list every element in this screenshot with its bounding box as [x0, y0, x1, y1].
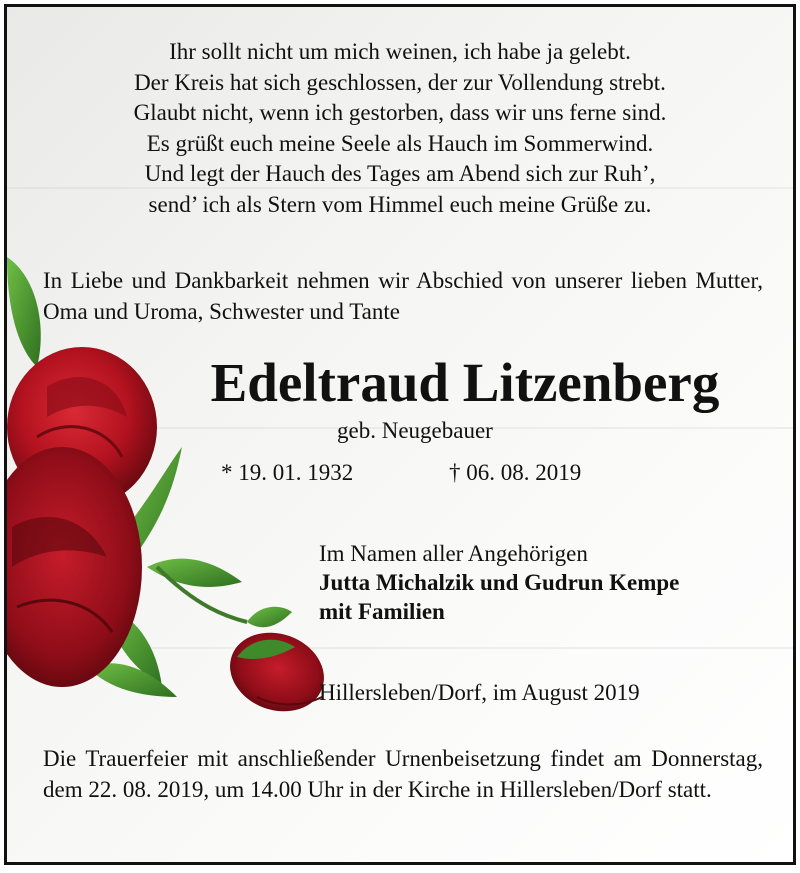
mourners — [319, 539, 679, 626]
poem-line: Glaubt nicht, wenn ich gestorben, dass wir uns ferne sind. — [133, 100, 667, 125]
place-date: Hillersleben/Dorf, im August 2019 — [319, 680, 640, 705]
intro-text: In Liebe und Dankbarkeit nehmen wir Abschied von unserer lieben Mutter, Oma und Uroma, Schwester und Tante — [43, 268, 763, 324]
death-date: † 06. 08. 2019 — [449, 460, 582, 485]
poem — [7, 37, 793, 220]
poem-line: send’ ich als Stern vom Himmel euch meine Grüße zu. — [148, 191, 652, 217]
deceased-name: Edeltraud Litzenberg — [210, 352, 720, 413]
born-name: geb. Neugebauer — [337, 418, 493, 443]
mourners-intro: Im Namen aller Angehörigen — [319, 541, 588, 566]
birth-date: * 19. 01. 1932 — [221, 460, 354, 485]
poem-line: Es grüßt euch meine Seele als Hauch im Sommerwind. — [146, 130, 654, 156]
life-dates — [221, 460, 581, 486]
poem-line: Der Kreis hat sich geschlossen, der zur Vollendung strebt. — [134, 69, 666, 95]
poem-line: Und legt der Hauch des Tages am Abend sich zur Ruh’, — [144, 161, 656, 186]
mourners-families: mit Familien — [319, 599, 445, 624]
mourners-names: Jutta Michalzik und Gudrun Kempe — [319, 570, 680, 595]
poem-line: Ihr sollt nicht um mich weinen, ich habe ja gelebt. — [169, 39, 631, 64]
funeral-info: Die Trauerfeier mit anschließender Urnenbeisetzung findet am Donnerstag, dem 22. 08. 2019, um 14.00 Uhr in der Kirche in Hillersleben/Dorf statt. — [43, 746, 763, 802]
obituary-card — [4, 4, 796, 865]
